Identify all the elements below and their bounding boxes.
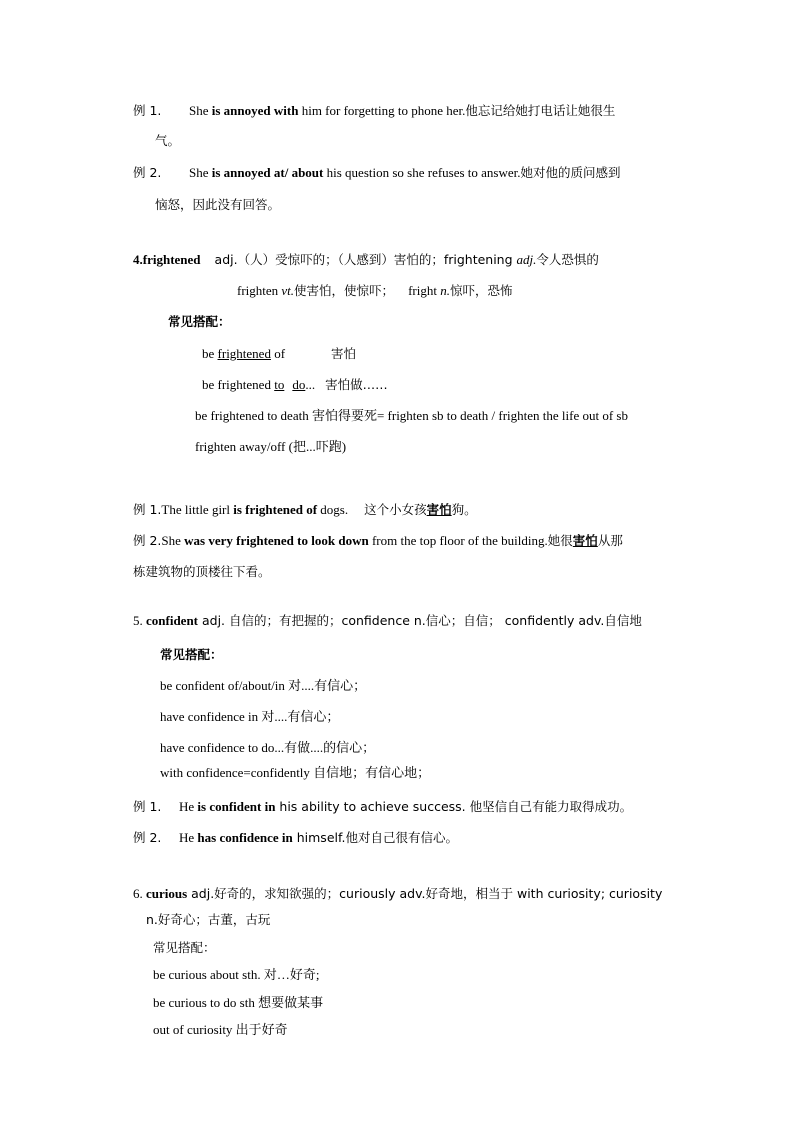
example-label: 例 1. [133, 799, 162, 814]
example-continuation: 恼怒，因此没有回答。 [155, 197, 281, 212]
entry-continuation: n.好奇心；古董，古玩 [146, 912, 271, 927]
collocation-item: with confidence=confidently 自信地；有信心地； [160, 765, 431, 780]
collocation-item: be frightened of 害怕 [202, 346, 357, 361]
example-continuation: 栋建筑物的顶楼往下看。 [133, 564, 271, 579]
example-label: 例 2. [133, 165, 162, 180]
entry-heading: 4.frightened adj.（人）受惊吓的；（人感到）害怕的；frightening adj.令人恐惧的 [133, 252, 599, 267]
collocation-item: be curious to do sth 想要做某事 [153, 995, 324, 1010]
example-line: 例 2. She is annoyed at/ about his question so she refuses to answer.她对他的质问感到 [133, 165, 621, 180]
headword: 4.frightened [133, 252, 201, 267]
headword: curious [146, 886, 188, 901]
example-line: 例 1. She is annoyed with him for forgetting to phone her.他忘记给她打电话让她很生 [133, 103, 616, 118]
collocations-heading: 常见搭配： [160, 647, 223, 662]
collocations-heading: 常见搭配： [168, 314, 231, 329]
example-line: 例 1. He is confident in his ability to achieve success. 他坚信自己有能力取得成功。 [133, 799, 633, 814]
collocation-item: out of curiosity 出于好奇 [153, 1022, 288, 1037]
collocation-item: be frightened to do... 害怕做…… [202, 377, 388, 392]
collocation-item: have confidence to do...有做....的信心； [160, 740, 376, 755]
example-line: 例 2. He has confidence in himself.他对自己很有信心。 [133, 830, 458, 845]
collocation-item: be confident of/about/in 对....有信心； [160, 678, 367, 693]
example-continuation: 气。 [155, 133, 181, 148]
collocation-item: be curious about sth. 对…好奇; [153, 967, 320, 982]
entry-heading: 5. confident adj. 自信的；有把握的；confidence n.信心；自信； confidently adv.自信地 [133, 613, 642, 628]
entry-derivatives: frighten vt.使害怕，使惊吓； fright n.惊吓，恐怖 [237, 283, 513, 298]
example-label: 例 1. [133, 103, 162, 118]
collocation-item: have confidence in 对....有信心； [160, 709, 340, 724]
example-line: 例 1.The little girl is frightened of dogs. 这个小女孩害怕狗。 [133, 502, 477, 517]
entry-heading: 6. curious adj.好奇的，求知欲强的；curiously adv.好奇地，相当于 with curiosity; curiosity [133, 886, 663, 901]
example-line: 例 2.She was very frightened to look down from the top floor of the building.她很害怕从那 [133, 533, 623, 548]
collocations-heading: 常见搭配： [153, 940, 216, 955]
collocation-item: be frightened to death 害怕得要死= frighten sb to death / frighten the life out of sb [195, 408, 628, 423]
example-label: 例 2. [133, 830, 162, 845]
example-label: 例 2. [133, 533, 162, 548]
collocation-item: frighten away/off (把...吓跑) [195, 439, 347, 454]
headword: confident [146, 613, 198, 628]
example-label: 例 1. [133, 502, 162, 517]
